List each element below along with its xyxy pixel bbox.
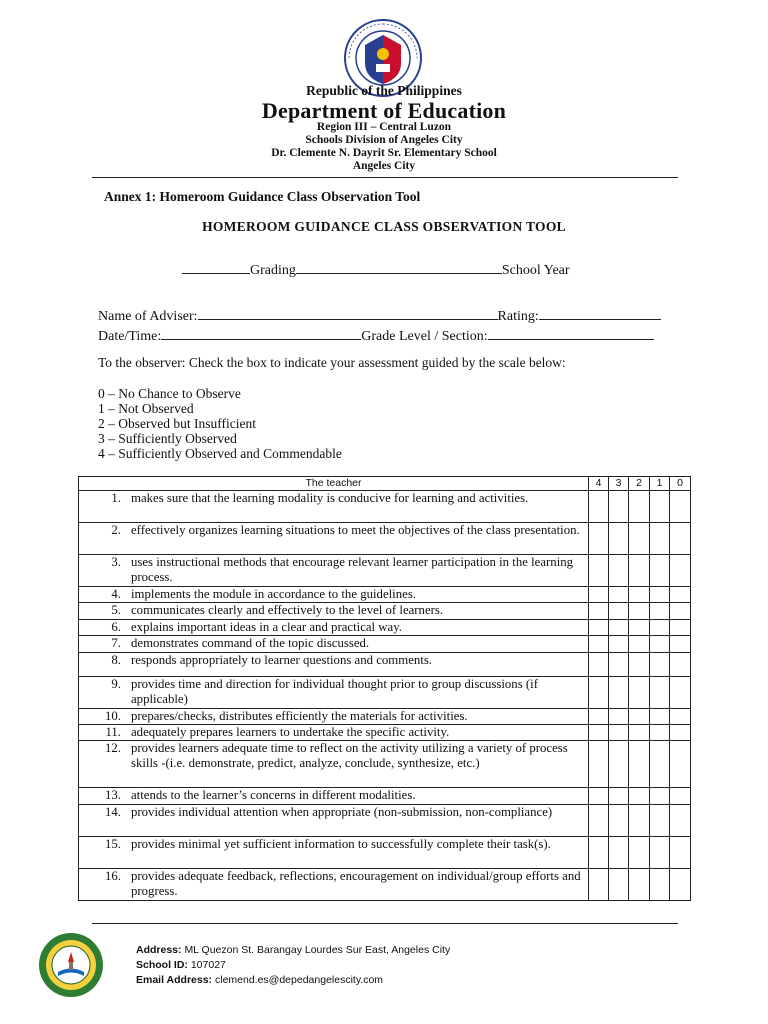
score-3-checkbox[interactable] [609,788,629,805]
criterion-text: provides individual attention when appropriate (non-submission, non-compliance) [131,805,553,819]
tool-title: HOMEROOM GUIDANCE CLASS OBSERVATION TOOL [202,219,566,234]
score-0-checkbox[interactable] [670,603,691,620]
score-0-checkbox[interactable] [670,620,691,636]
score-0-checkbox[interactable] [670,677,691,709]
rating-label: Rating: [497,309,539,324]
score-4-checkbox[interactable] [589,603,609,620]
criterion-number: 4. [111,587,121,601]
school-seal-logo [38,932,104,998]
criterion-text: provides time and direction for individual thought prior to group discussions (if applicable) [131,677,538,706]
criterion-number: 3. [111,555,121,569]
score-1-checkbox[interactable] [650,788,670,805]
score-1-checkbox[interactable] [650,653,670,677]
scale-item: 1 – Not Observed [98,401,194,416]
school-id-value: 107027 [190,959,226,971]
criterion-text: effectively organizes learning situations to meet the objectives of the class presentation. [131,523,580,537]
score-3-checkbox[interactable] [609,677,629,709]
score-1-header: 1 [650,477,670,491]
score-0-checkbox[interactable] [670,805,691,837]
grading-blank[interactable] [182,259,250,274]
score-0-checkbox[interactable] [670,653,691,677]
table-row [79,636,691,653]
score-2-checkbox[interactable] [629,523,650,555]
criterion-cell [79,677,589,709]
score-4-checkbox[interactable] [589,523,609,555]
score-3-checkbox[interactable] [609,805,629,837]
rating-blank[interactable] [539,305,661,320]
address-line: Address: ML Quezon St. Barangay Lourdes Sur East, Angeles City [136,944,451,956]
criterion-text: makes sure that the learning modality is conducive for learning and activities. [131,491,529,505]
table-row [79,587,691,603]
criterion-number: 14. [105,805,121,819]
criterion-cell [79,869,589,901]
scale-item: 0 – No Chance to Observe [98,386,241,401]
criterion-cell [79,837,589,869]
criterion-number: 9. [111,677,121,691]
score-3-checkbox[interactable] [609,653,629,677]
score-2-checkbox[interactable] [629,788,650,805]
table-row [79,653,691,677]
footer-divider [92,923,678,924]
table-row [79,523,691,555]
criterion-number: 2. [111,523,121,537]
division-line: Schools Division of Angeles City [305,134,463,146]
score-3-checkbox[interactable] [609,523,629,555]
score-3-checkbox[interactable] [609,725,629,741]
score-2-checkbox[interactable] [629,555,650,587]
criterion-text: uses instructional methods that encourage relevant learner participation in the learning process. [131,555,574,584]
criterion-cell [79,603,589,620]
date-time-blank[interactable] [161,325,361,340]
criterion-cell [79,709,589,725]
score-1-checkbox[interactable] [650,603,670,620]
criterion-cell [79,523,589,555]
score-4-checkbox[interactable] [589,555,609,587]
score-1-checkbox[interactable] [650,677,670,709]
criterion-text: explains important ideas in a clear and practical way. [131,620,402,634]
score-0-checkbox[interactable] [670,555,691,587]
table-row [79,805,691,837]
criterion-text: communicates clearly and effectively to the level of learners. [131,603,444,617]
criterion-number: 6. [111,620,121,634]
score-4-checkbox[interactable] [589,653,609,677]
criterion-text: adequately prepares learners to undertake the specific activity. [131,725,450,739]
criterion-number: 1. [111,491,121,505]
criterion-text: provides learners adequate time to reflect on the activity utilizing a variety of process skills -(i.e. demonstrate, predict, analyze, conclude, synthesize, etc.) [131,741,568,770]
score-0-checkbox[interactable] [670,837,691,869]
criterion-cell [79,620,589,636]
grade-section-blank[interactable] [488,325,654,340]
footer-contact [136,943,450,988]
score-4-checkbox[interactable] [589,636,609,653]
scale-item: 4 – Sufficiently Observed and Commendable [98,446,342,461]
school-id-line: School ID: 107027 [136,959,226,971]
score-2-checkbox[interactable] [629,805,650,837]
score-4-checkbox[interactable] [589,788,609,805]
score-2-checkbox[interactable] [629,709,650,725]
criterion-text: provides adequate feedback, reflections, encouragement on individual/group efforts and progress. [131,869,581,898]
score-1-checkbox[interactable] [650,491,670,523]
score-4-checkbox[interactable] [589,741,609,788]
school-year-blank[interactable] [296,259,502,274]
score-3-checkbox[interactable] [609,620,629,636]
city-line: Angeles City [352,160,416,172]
score-0-checkbox[interactable] [670,725,691,741]
score-2-checkbox[interactable] [629,653,650,677]
criterion-number: 11. [105,725,121,739]
score-2-checkbox[interactable] [629,587,650,603]
email-value[interactable]: clemend.es@depedangelescity.com [214,974,384,986]
criterion-number: 10. [105,709,121,723]
score-1-checkbox[interactable] [650,636,670,653]
score-3-checkbox[interactable] [609,869,629,901]
criterion-cell [79,636,589,653]
score-3-checkbox[interactable] [609,555,629,587]
table-row [79,837,691,869]
score-2-checkbox[interactable] [629,677,650,709]
criterion-cell [79,587,589,603]
table-row [79,603,691,620]
table-row [79,620,691,636]
score-4-checkbox[interactable] [589,709,609,725]
score-4-checkbox[interactable] [589,869,609,901]
criterion-cell [79,491,589,523]
table-row [79,741,691,788]
score-3-checkbox[interactable] [609,709,629,725]
header-divider [92,177,678,178]
table-row [79,491,691,523]
region-line: Region III – Central Luzon [316,121,452,133]
score-0-checkbox[interactable] [670,788,691,805]
criterion-number: 15. [105,837,121,851]
criterion-number: 8. [111,653,121,667]
score-1-checkbox[interactable] [650,869,670,901]
table-row [79,788,691,805]
table-row [79,709,691,725]
criterion-text: attends to the learner’s concerns in different modalities. [131,788,416,802]
scale-item: 2 – Observed but Insufficient [98,416,256,431]
score-1-checkbox[interactable] [650,523,670,555]
score-0-header: 0 [670,477,691,491]
criterion-text: prepares/checks, distributes efficiently the materials for activities. [131,709,468,723]
score-4-checkbox[interactable] [589,491,609,523]
table-row [79,677,691,709]
score-2-checkbox[interactable] [629,603,650,620]
score-3-checkbox[interactable] [609,587,629,603]
score-1-checkbox[interactable] [650,555,670,587]
score-1-checkbox[interactable] [650,709,670,725]
adviser-label: Name of Adviser: [98,309,198,324]
score-0-checkbox[interactable] [670,869,691,901]
score-4-checkbox[interactable] [589,725,609,741]
score-4-checkbox[interactable] [589,587,609,603]
criterion-number: 12. [105,741,121,755]
criterion-cell [79,741,589,788]
grading-label: Grading [250,263,296,278]
score-2-checkbox[interactable] [629,869,650,901]
annex-title: Annex 1: Homeroom Guidance Class Observation Tool [104,189,421,204]
republic-heading: Republic of the Philippines [306,83,462,98]
table-row [79,555,691,587]
score-1-checkbox[interactable] [650,725,670,741]
score-2-checkbox[interactable] [629,837,650,869]
score-2-checkbox[interactable] [629,741,650,788]
teacher-column-header: The teacher [79,477,589,491]
criterion-cell [79,653,589,677]
date-time-label: Date/Time: [98,329,162,344]
department-heading: Department of Education [261,98,507,123]
score-2-checkbox[interactable] [629,620,650,636]
score-4-checkbox[interactable] [589,620,609,636]
grade-section-label: Grade Level / Section: [361,329,488,344]
score-1-checkbox[interactable] [650,741,670,788]
score-3-checkbox[interactable] [609,741,629,788]
score-0-checkbox[interactable] [670,523,691,555]
score-1-checkbox[interactable] [650,805,670,837]
criterion-number: 5. [111,603,121,617]
criterion-cell [79,788,589,805]
observation-table [78,476,691,901]
score-2-checkbox[interactable] [629,725,650,741]
scale-item: 3 – Sufficiently Observed [98,431,237,446]
email-line: Email Address: clemend.es@depedangelescity.com [136,974,384,986]
score-1-checkbox[interactable] [650,587,670,603]
criterion-text: demonstrates command of the topic discussed. [131,636,370,650]
score-4-checkbox[interactable] [589,805,609,837]
adviser-line [98,305,661,325]
score-0-checkbox[interactable] [670,709,691,725]
score-4-header: 4 [589,477,609,491]
score-0-checkbox[interactable] [670,491,691,523]
observer-instruction: To the observer: Check the box to indicate your assessment guided by the scale below: [98,355,566,370]
score-2-checkbox[interactable] [629,636,650,653]
score-2-checkbox[interactable] [629,491,650,523]
criterion-number: 7. [111,636,121,650]
address-value: ML Quezon St. Barangay Lourdes Sur East, Angeles City [184,944,451,956]
date-line [98,325,654,345]
score-4-checkbox[interactable] [589,677,609,709]
score-4-checkbox[interactable] [589,837,609,869]
score-3-checkbox[interactable] [609,837,629,869]
score-2-header: 2 [629,477,650,491]
criterion-cell [79,555,589,587]
table-row [79,725,691,741]
adviser-blank[interactable] [198,305,498,320]
score-0-checkbox[interactable] [670,741,691,788]
school-name-line: Dr. Clemente N. Dayrit Sr. Elementary School [271,147,497,159]
criterion-text: responds appropriately to learner questions and comments. [131,653,433,667]
grading-line [182,259,570,279]
score-3-checkbox[interactable] [609,603,629,620]
score-1-checkbox[interactable] [650,837,670,869]
criterion-number: 16. [105,869,121,883]
score-1-checkbox[interactable] [650,620,670,636]
criterion-cell [79,725,589,741]
school-year-label: School Year [501,263,570,278]
criterion-text: implements the module in accordance to the guidelines. [131,587,416,601]
criterion-number: 13. [105,788,121,802]
score-0-checkbox[interactable] [670,636,691,653]
table-row [79,869,691,901]
criterion-cell [79,805,589,837]
criterion-text: provides minimal yet sufficient information to successfully complete their task(s). [131,837,551,851]
score-3-header: 3 [609,477,629,491]
score-0-checkbox[interactable] [670,587,691,603]
score-3-checkbox[interactable] [609,491,629,523]
table-header-row [79,477,691,491]
score-3-checkbox[interactable] [609,636,629,653]
